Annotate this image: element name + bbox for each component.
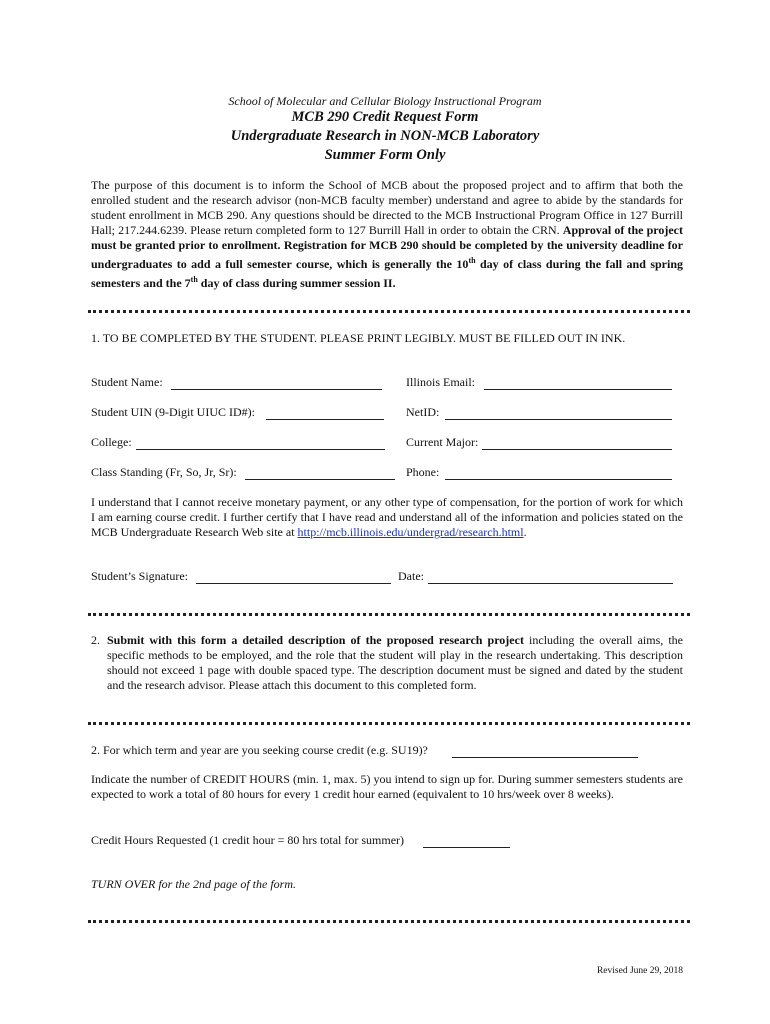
research-web-link[interactable]: http://mcb.illinois.edu/undergrad/research.html bbox=[297, 525, 524, 539]
illinois-email-label: Illinois Email: bbox=[406, 375, 475, 389]
intro-bold-1: Approval of the project must be granted prior to enrollment. Registration for MCB 290 should be completed by the university deadline for undergraduates to add a full semester course, which is generally the 10 bbox=[91, 223, 684, 271]
term-question: 2. For which term and year are you seeking course credit (e.g. SU19)? bbox=[91, 743, 428, 757]
term-field[interactable] bbox=[452, 757, 638, 758]
netid-field[interactable] bbox=[445, 419, 672, 420]
section-divider bbox=[88, 310, 690, 313]
certification-end: . bbox=[523, 525, 527, 539]
netid-label: NetID: bbox=[406, 405, 440, 419]
form-summer-label: Summer Form Only bbox=[324, 147, 446, 163]
section2-description bbox=[107, 633, 683, 693]
credit-hours-info: Indicate the number of CREDIT HOURS (min. 1, max. 5) you intend to sign up for. During summer semesters students are expected to work a total of 80 hours for every 1 credit hour earned (equivalent to 10 hrs/week over 8 weeks). bbox=[91, 772, 683, 801]
signature-field[interactable] bbox=[196, 583, 391, 584]
section2-bold: Submit with this form a detailed description of the proposed research project bbox=[107, 633, 524, 647]
form-subtitle: Undergraduate Research in NON-MCB Laboratory bbox=[230, 128, 540, 144]
section-divider bbox=[88, 920, 690, 923]
current-major-label: Current Major: bbox=[406, 435, 479, 449]
credit-hours-field[interactable] bbox=[423, 847, 510, 848]
section2-text: including the overall aims, the specific methods to be employed, and the role that the student will play in the research undertaking. This description should not exceed 1 page with double spaced type. The description document must be signed and dated by the student and the research advisor. Please attach this document to this completed form. bbox=[107, 633, 683, 692]
intro-sup-2: th bbox=[190, 275, 198, 284]
class-standing-label: Class Standing (Fr, So, Jr, Sr): bbox=[91, 465, 237, 479]
college-field[interactable] bbox=[136, 449, 385, 450]
class-standing-field[interactable] bbox=[245, 479, 395, 480]
phone-label: Phone: bbox=[406, 465, 440, 479]
current-major-field[interactable] bbox=[482, 449, 672, 450]
student-name-label: Student Name: bbox=[91, 375, 163, 389]
credit-hours-label: Credit Hours Requested (1 credit hour = 80 hrs total for summer) bbox=[91, 833, 405, 847]
illinois-email-field[interactable] bbox=[484, 389, 672, 390]
phone-field[interactable] bbox=[445, 479, 672, 480]
certification-text: I understand that I cannot receive monetary payment, or any other type of compensation, for the portion of work for which I am earning course credit. I further certify that I have read and understand all of the information and policies stated on the MCB Undergraduate Research Web site at bbox=[91, 495, 683, 539]
date-label: Date: bbox=[398, 569, 424, 583]
intro-text: The purpose of this document is to inform the School of MCB about the proposed project and to affirm that both the enrolled student and the research advisor (non-MCB faculty member) understand and agree to abide by the standards for student enrollment in MCB 290. Any questions should be directed to the MCB Instructional Program Office in 127 Burrill Hall; 217.244.6239. Please return completed form to 127 Burrill Hall in order to obtain the CRN. bbox=[91, 178, 683, 237]
turn-over-note: TURN OVER for the 2nd page of the form. bbox=[91, 877, 296, 891]
date-field[interactable] bbox=[428, 583, 673, 584]
section1-heading: 1. TO BE COMPLETED BY THE STUDENT. PLEASE PRINT LEGIBLY. MUST BE FILLED OUT IN INK. bbox=[91, 331, 626, 345]
form-title: MCB 290 Credit Request Form bbox=[291, 109, 479, 125]
student-uin-label: Student UIN (9-Digit UIUC ID#): bbox=[91, 405, 255, 419]
section-divider bbox=[88, 722, 690, 725]
intro-bold-3: day of class during summer session II. bbox=[197, 276, 396, 290]
revised-date: Revised June 29, 2018 bbox=[596, 966, 683, 976]
student-name-field[interactable] bbox=[171, 389, 382, 390]
section-divider bbox=[88, 613, 690, 616]
intro-paragraph bbox=[91, 178, 683, 291]
signature-label: Student’s Signature: bbox=[91, 569, 188, 583]
college-label: College: bbox=[91, 435, 132, 449]
intro-bold-2: day of class during the fall and spring semesters and the 7 bbox=[91, 257, 683, 290]
certification-statement bbox=[91, 495, 683, 540]
intro-sup-1: th bbox=[468, 256, 476, 265]
program-name: School of Molecular and Cellular Biology Instructional Program bbox=[228, 94, 542, 108]
section2-number: 2. bbox=[91, 633, 100, 647]
student-uin-field[interactable] bbox=[266, 419, 384, 420]
